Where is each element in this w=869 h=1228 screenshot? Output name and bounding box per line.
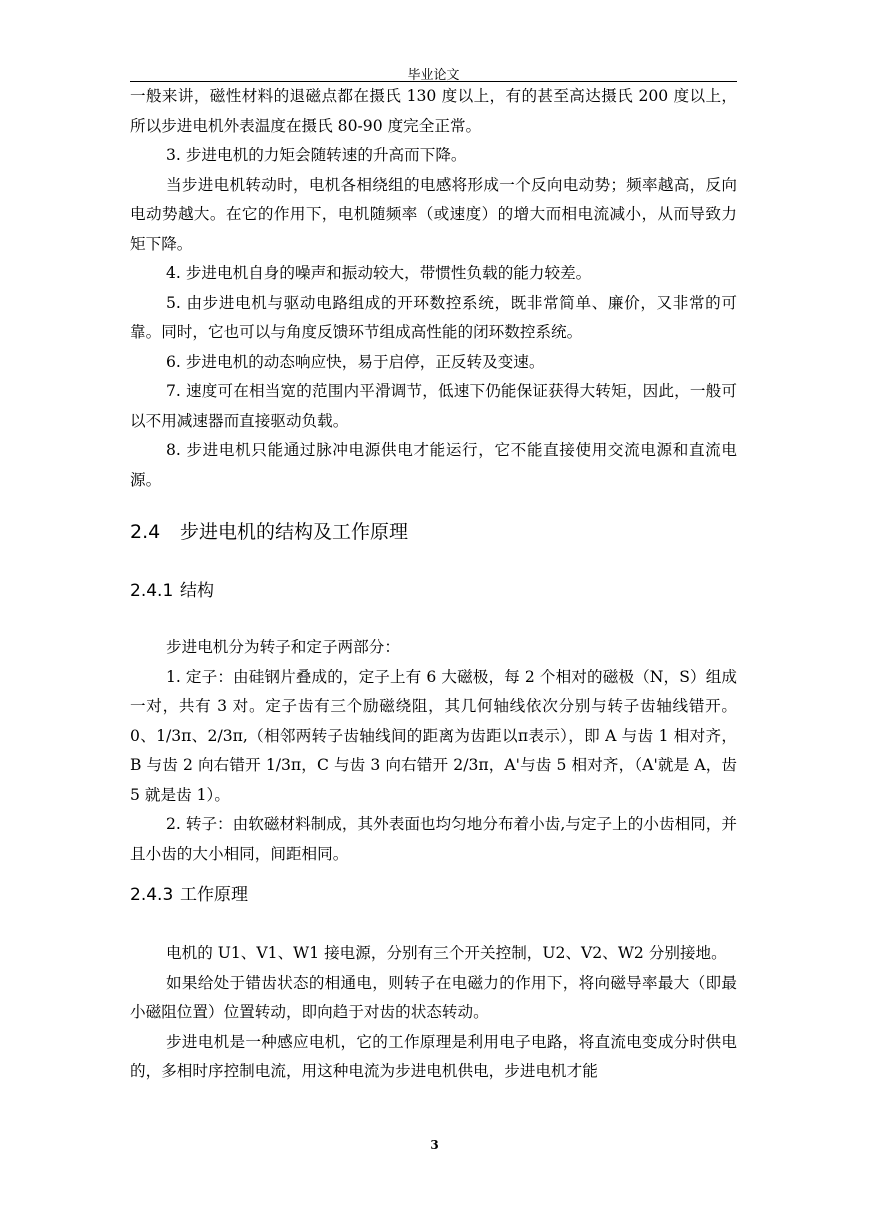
page-number: 3 xyxy=(430,1138,439,1152)
paragraph: 4. 步进电机自身的噪声和振动较大，带惯性负载的能力较差。 xyxy=(166,264,592,282)
paragraph: 5. 由步进电机与驱动电路组成的开环数控系统，既非常简单、廉价，又非常的可靠。同时，它也可以与角度反馈环节组成高性能的闭环数控系统。 xyxy=(130,293,737,341)
paragraph: 一般来讲，磁性材料的退磁点都在摄氏 130 度以上，有的甚至高达摄氏 200 度以上，所以步进电机外表温度在摄氏 80-90 度完全正常。 xyxy=(130,87,737,135)
subsection-number: 2.4.3 xyxy=(130,885,174,905)
subsection-heading xyxy=(130,873,737,917)
subsection-heading xyxy=(130,569,737,613)
paragraph: 电机的 U1、V1、W1 接电源，分别有三个开关控制，U2、V2、W2 分别接地。 xyxy=(166,944,727,962)
section-number: 2.4 xyxy=(130,521,161,543)
paragraph: 步进电机分为转子和定子两部分： xyxy=(166,638,400,656)
paragraph: 2. 转子：由软磁材料制成，其外表面也均匀地分布着小齿,与定子上的小齿相同，并且小齿的大小相同，间距相同。 xyxy=(130,815,737,863)
section-title: 步进电机的结构及工作原理 xyxy=(180,521,409,543)
paragraph: 当步进电机转动时，电机各相绕组的电感将形成一个反向电动势；频率越高，反向电动势越大。在它的作用下，电机随频率（或速度）的增大而相电流减小，从而导致力矩下降。 xyxy=(130,175,737,253)
section-heading xyxy=(130,509,737,555)
paragraph: 3. 步进电机的力矩会随转速的升高而下降。 xyxy=(166,146,467,164)
paragraph: 如果给处于错齿状态的相通电，则转子在电磁力的作用下，将向磁导率最大（即最小磁阻位置）位置转动，即向趋于对齿的状态转动。 xyxy=(130,973,737,1021)
paragraph: 步进电机是一种感应电机，它的工作原理是利用电子电路，将直流电变成分时供电的，多相时序控制电流，用这种电流为步进电机供电，步进电机才能 xyxy=(130,1032,737,1080)
paragraph: 8. 步进电机只能通过脉冲电源供电才能运行，它不能直接使用交流电源和直流电源。 xyxy=(130,441,737,489)
running-header: 毕业论文 xyxy=(407,68,460,83)
subsection-number: 2.4.1 xyxy=(130,581,174,601)
paragraph: 6. 步进电机的动态响应快，易于启停，正反转及变速。 xyxy=(166,352,545,371)
document-body xyxy=(130,82,737,1087)
subsection-title: 结构 xyxy=(180,581,214,601)
paragraph: 7. 速度可在相当宽的范围内平滑调节，低速下仍能保证获得大转矩，因此，一般可以不用减速器而直接驱动负载。 xyxy=(130,382,737,430)
subsection-title: 工作原理 xyxy=(180,885,248,905)
paragraph: 1. 定子：由硅钢片叠成的，定子上有 6 大磁极，每 2 个相对的磁极（N，S）组成一对，共有 3 对。定子齿有三个励磁绕阻，其几何轴线依次分别与转子齿轴线错开。 0、1/3π、2/3π,（相邻两转子齿轴线间的距离为齿距以π表示），即 A 与齿 1 相对齐，B 与齿 2 向右错开 1/3π，C 与齿 3 向右错开 2/3π，A'与齿 5 相对齐，（A'就是 A，齿 5 就是齿 1）。 xyxy=(130,667,737,804)
